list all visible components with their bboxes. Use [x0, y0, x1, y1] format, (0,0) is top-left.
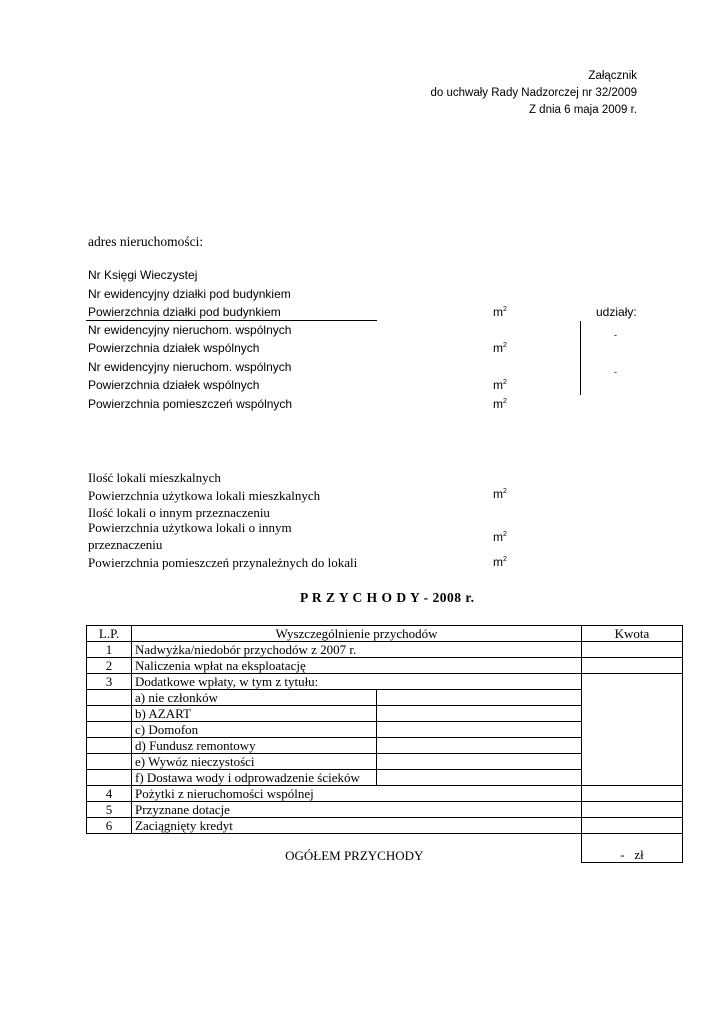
row-desc: f) Dostawa wody i odprowadzenie ścieków: [132, 770, 377, 786]
col-lp-header: L.P.: [87, 626, 132, 642]
row-lp: 1: [87, 642, 132, 658]
total-row: [87, 834, 683, 863]
row-subamount: [377, 754, 582, 770]
row-desc: d) Fundusz remontowy: [132, 738, 377, 754]
unit-m2: $m^2$: [493, 555, 507, 569]
total-value-cell: [582, 834, 683, 863]
table-row: [87, 674, 683, 690]
row-lp: [87, 738, 132, 754]
row-lp: 6: [87, 818, 132, 834]
pow-wspolnych-2-label: Powierzchnia działek wspólnych: [88, 378, 260, 392]
row-subamount: [377, 690, 582, 706]
revenue-table: [86, 625, 683, 863]
unit-m2: $m^2$: [493, 341, 507, 355]
row-subamount: [377, 722, 582, 738]
row-desc: Przyznane dotacje: [132, 802, 582, 818]
col-desc-header: Wyszczególnienie przychodów: [132, 626, 582, 642]
row-amount: [582, 658, 683, 674]
row-desc: Pożytki z nieruchomości wspólnej: [132, 786, 582, 802]
unit-m2: $m^2$: [493, 530, 507, 544]
row-amount: [582, 818, 683, 834]
row-desc: a) nie członków: [132, 690, 377, 706]
total-label: OGÓŁEM PRZYCHODY: [285, 847, 424, 863]
header-line-3: Z dnia 6 maja 2009 r.: [528, 104, 637, 116]
unit-m2: $m^2$: [493, 487, 507, 501]
row-amount-merged: [582, 674, 683, 786]
row-subamount: [377, 738, 582, 754]
row-desc: Dodatkowe wpłaty, w tym z tytułu:: [132, 674, 582, 690]
row-desc: e) Wywóz nieczystości: [132, 754, 377, 770]
row-lp: 4: [87, 786, 132, 802]
row-amount: [582, 642, 683, 658]
underline-divider: [86, 320, 377, 321]
udzialy-label: udziały:: [596, 305, 637, 319]
udzial-value-2: -: [614, 367, 617, 377]
table-row: [87, 658, 683, 674]
row-amount: [582, 802, 683, 818]
row-lp: [87, 722, 132, 738]
section-title: P R Z Y C H O D Y - 2008 r.: [300, 590, 475, 605]
row-desc: Naliczenia wpłat na eksploatację: [132, 658, 582, 674]
row-desc: c) Domofon: [132, 722, 377, 738]
pow-innych-label-line1: Powierzchnia użytkowa lokali o innym: [88, 520, 292, 535]
ilosc-innych-label: Ilość lokali o innym przeznaczeniu: [88, 505, 270, 520]
pow-wspolnych-1-label: Powierzchnia działek wspólnych: [88, 341, 260, 355]
unit-m2: $m^2$: [493, 397, 507, 411]
pow-przynaleznych-label: Powierzchnia pomieszczeń przynależnych do lokali: [88, 555, 358, 570]
row-lp: [87, 770, 132, 786]
total-value: -: [620, 847, 625, 862]
ilosc-mieszkalnych-label: Ilość lokali mieszkalnych: [88, 470, 221, 485]
row-lp: [87, 706, 132, 722]
col-amount-header: Kwota: [582, 626, 683, 642]
header-line-1: Załącznik: [588, 70, 637, 82]
nr-dzialki-label: Nr ewidencyjny działki pod budynkiem: [88, 287, 291, 301]
udzial-value-1: -: [614, 330, 617, 340]
total-currency: zł: [634, 847, 644, 862]
row-lp: 5: [87, 802, 132, 818]
table-row: [87, 642, 683, 658]
table-row: [87, 802, 683, 818]
row-subamount: [377, 770, 582, 786]
nr-wspolnych-1-label: Nr ewidencyjny nieruchom. wspólnych: [88, 323, 292, 337]
header-line-2: do uchwały Rady Nadzorczej nr 32/2009: [430, 87, 637, 99]
pow-mieszkalnych-label: Powierzchnia użytkowa lokali mieszkalnych: [88, 488, 321, 503]
row-desc: Nadwyżka/niedobór przychodów z 2007 r.: [132, 642, 582, 658]
pow-pomieszczen-label: Powierzchnia pomieszczeń wspólnych: [88, 397, 293, 411]
table-header-row: [87, 626, 683, 642]
pow-dzialki-label: Powierzchnia działki pod budynkiem: [88, 305, 281, 319]
unit-m2: $m^2$: [493, 378, 507, 392]
row-amount: [582, 786, 683, 802]
row-lp: 3: [87, 674, 132, 690]
unit-m2: $m^2$: [493, 305, 507, 319]
row-lp: [87, 690, 132, 706]
udzialy-divider: [580, 321, 581, 395]
nr-ksiegi-label: Nr Księgi Wieczystej: [88, 268, 198, 282]
row-desc: b) AZART: [132, 706, 377, 722]
row-lp: 2: [87, 658, 132, 674]
table-row: [87, 786, 683, 802]
nr-wspolnych-2-label: Nr ewidencyjny nieruchom. wspólnych: [88, 360, 292, 374]
row-lp: [87, 754, 132, 770]
address-label: adres nieruchomości:: [88, 234, 204, 249]
row-subamount: [377, 706, 582, 722]
row-desc: Zaciągnięty kredyt: [132, 818, 582, 834]
pow-innych-label-line2: przeznaczeniu: [88, 537, 163, 552]
table-row: [87, 818, 683, 834]
